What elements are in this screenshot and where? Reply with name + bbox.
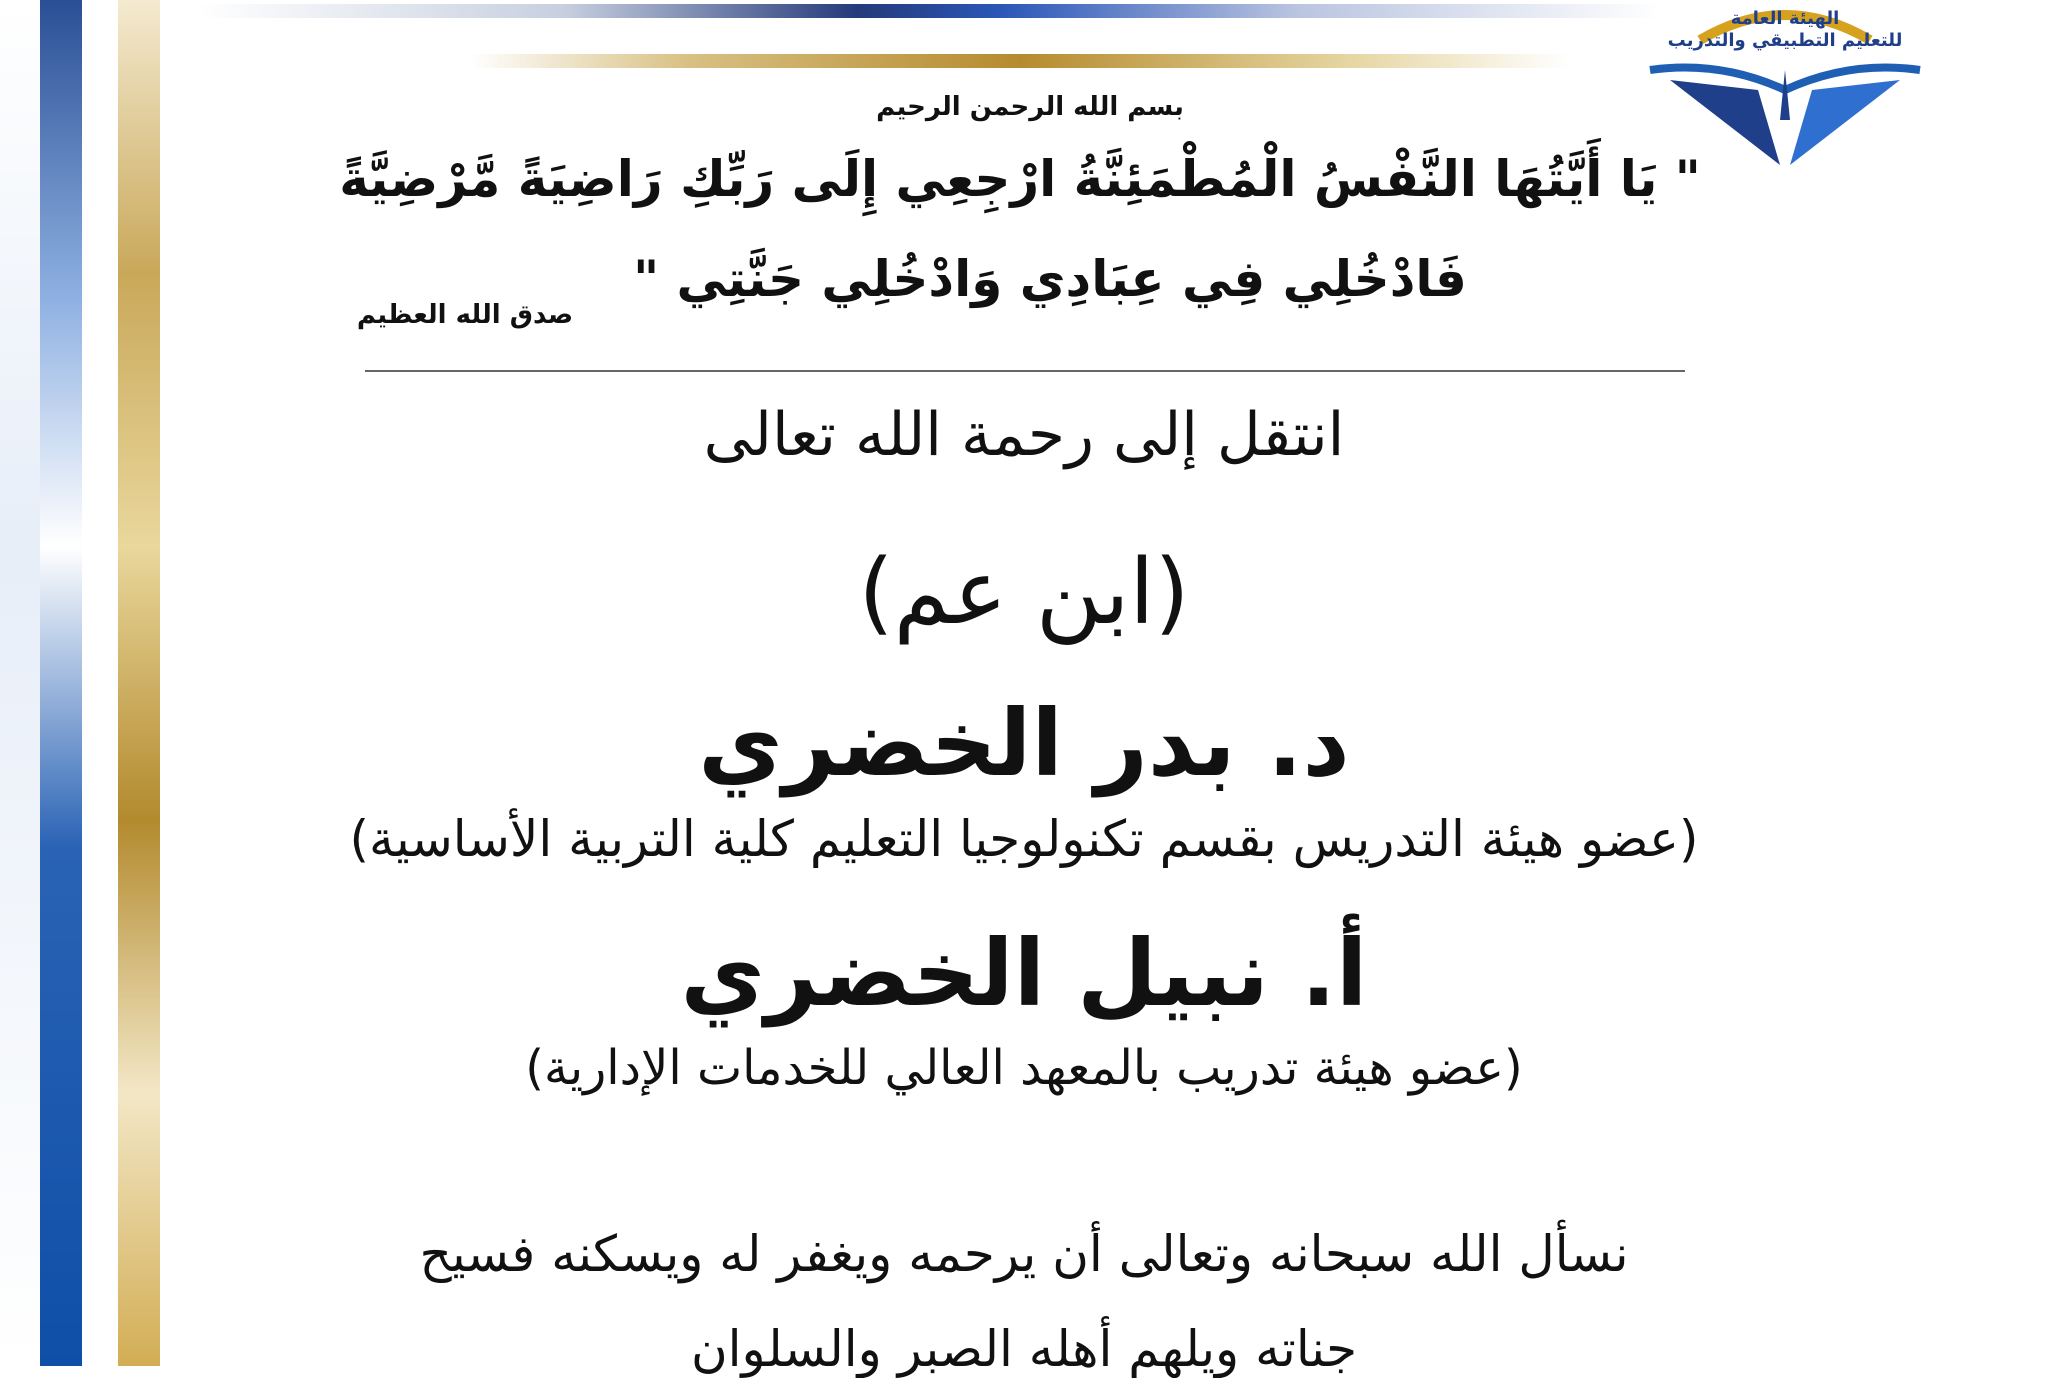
top-blue-line — [200, 4, 1660, 18]
logo-title: الهيئة العامة — [1730, 8, 1840, 29]
left-decorative-border — [0, 0, 160, 1366]
basmala: بسم الله الرحمن الرحيم — [876, 92, 1184, 122]
border-fade-stripe — [0, 0, 40, 1366]
person-1-name: د. بدر الخضري — [698, 690, 1350, 797]
quran-verse-line-1: " يَا أَيَّتُهَا النَّفْسُ الْمُطْمَئِنَّةُ ارْجِعِي إِلَى رَبِّكِ رَاضِيَةً مَّرْضِيَّةً — [339, 150, 1701, 208]
person-2-name: أ. نبيل الخضري — [680, 920, 1368, 1027]
border-blue-stripe — [40, 0, 82, 1366]
announcement-heading: انتقل إلى رحمة الله تعالى — [703, 400, 1345, 470]
header-divider — [365, 370, 1685, 372]
quran-verse-line-2: فَادْخُلِي فِي عِبَادِي وَادْخُلِي جَنَّتِي " — [633, 250, 1467, 308]
top-gold-line — [470, 54, 1570, 68]
border-gold-stripe — [118, 0, 160, 1366]
person-2-description: (عضو هيئة تدريب بالمعهد العالي للخدمات الإدارية) — [525, 1040, 1523, 1096]
relation-label: (ابن عم) — [858, 540, 1190, 645]
prayer-line-2: جناته ويلهم أهله الصبر والسلوان — [690, 1320, 1358, 1378]
sadaq-allah-text: صدق الله العظيم — [356, 300, 574, 330]
logo-subtitle: للتعليم التطبيقي والتدريب — [1667, 30, 1903, 51]
person-1-description: (عضو هيئة التدريس بقسم تكنولوجيا التعليم كلية التربية الأساسية) — [349, 810, 1699, 868]
prayer-line-1: نسأل الله سبحانه وتعالى أن يرحمه ويغفر له ويسكنه فسيح — [419, 1225, 1629, 1283]
paaet-logo — [1640, 0, 1930, 170]
